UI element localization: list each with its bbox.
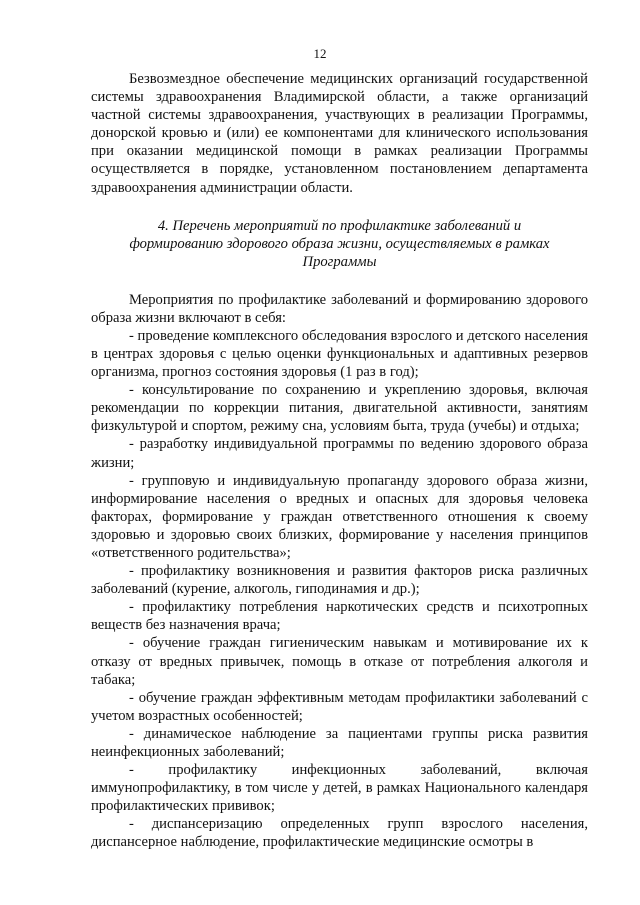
list-item: - профилактику потребления наркотических средств и психотропных веществ без назначения врача; [91,599,588,634]
section-heading [91,217,588,271]
list-item: - профилактику возникновения и развития факторов риска различных заболеваний (курение, алкоголь, гиподинамия и др.); [91,563,588,598]
page-number: 12 [313,46,327,61]
section-lead-paragraph: Мероприятия по профилактике заболеваний и формированию здорового образа жизни включают в себя: [91,291,588,326]
list-item: - групповую и индивидуальную пропаганду здорового образа жизни, информирование населения о вредных и опасных для здоровья человека факторах, формирование у граждан ответственного отношения к своему здоровью и здоровью своих близких, формирование у населения принципов «ответственного родительства»; [91,472,588,561]
intro-paragraph: Безвозмездное обеспечение медицинских организаций государственной системы здравоохранения Владимирской области, а также организаций частной системы здравоохранения, участвующих в реализации Программы, донорской кровью и (или) ее компонентами для клинического использования при оказании медицинской помощи в рамках реализации Программы осуществляется в порядке, установленном постановлением департамента здравоохранения администрации области. [91,71,588,196]
list-item: - обучение граждан эффективным методам профилактики заболеваний с учетом возрастных особенностей; [91,689,588,724]
section-heading-line: 4. Перечень мероприятий по профилактике заболеваний и [157,217,522,234]
list-item: - профилактику инфекционных заболеваний, включая иммунопрофилактику, в том числе у детей, в рамках Национального календаря профилактических прививок; [91,762,588,815]
section-heading-line: формированию здорового образа жизни, осуществляемых в рамках [129,235,550,252]
page-content [91,70,588,852]
list-item: - проведение комплексного обследования взрослого и детского населения в центрах здоровья с целью оценки функциональных и адаптивных резервов организма, прогноз состояния здоровья (1 раз в год); [91,327,588,381]
list-item: - консультирование по сохранению и укреплению здоровья, включая рекомендации по коррекции питания, двигательной активности, занятиям физкультурой и спортом, режиму сна, условиям быта, труда (учебы) и отдыха; [91,382,588,435]
list-item: - диспансеризацию определенных групп взрослого населения, диспансерное наблюдение, профилактические медицинские осмотры в [91,816,588,851]
list-item: - обучение граждан гигиеническим навыкам и мотивирование их к отказу от вредных привычек, помощь в отказе от потребления алкоголя и табака; [91,635,588,688]
section-heading-line: Программы [302,253,377,270]
list-item: - разработку индивидуальной программы по ведению здорового образа жизни; [91,436,588,471]
list-item: - динамическое наблюдение за пациентами группы риска развития неинфекционных заболеваний; [91,725,588,760]
